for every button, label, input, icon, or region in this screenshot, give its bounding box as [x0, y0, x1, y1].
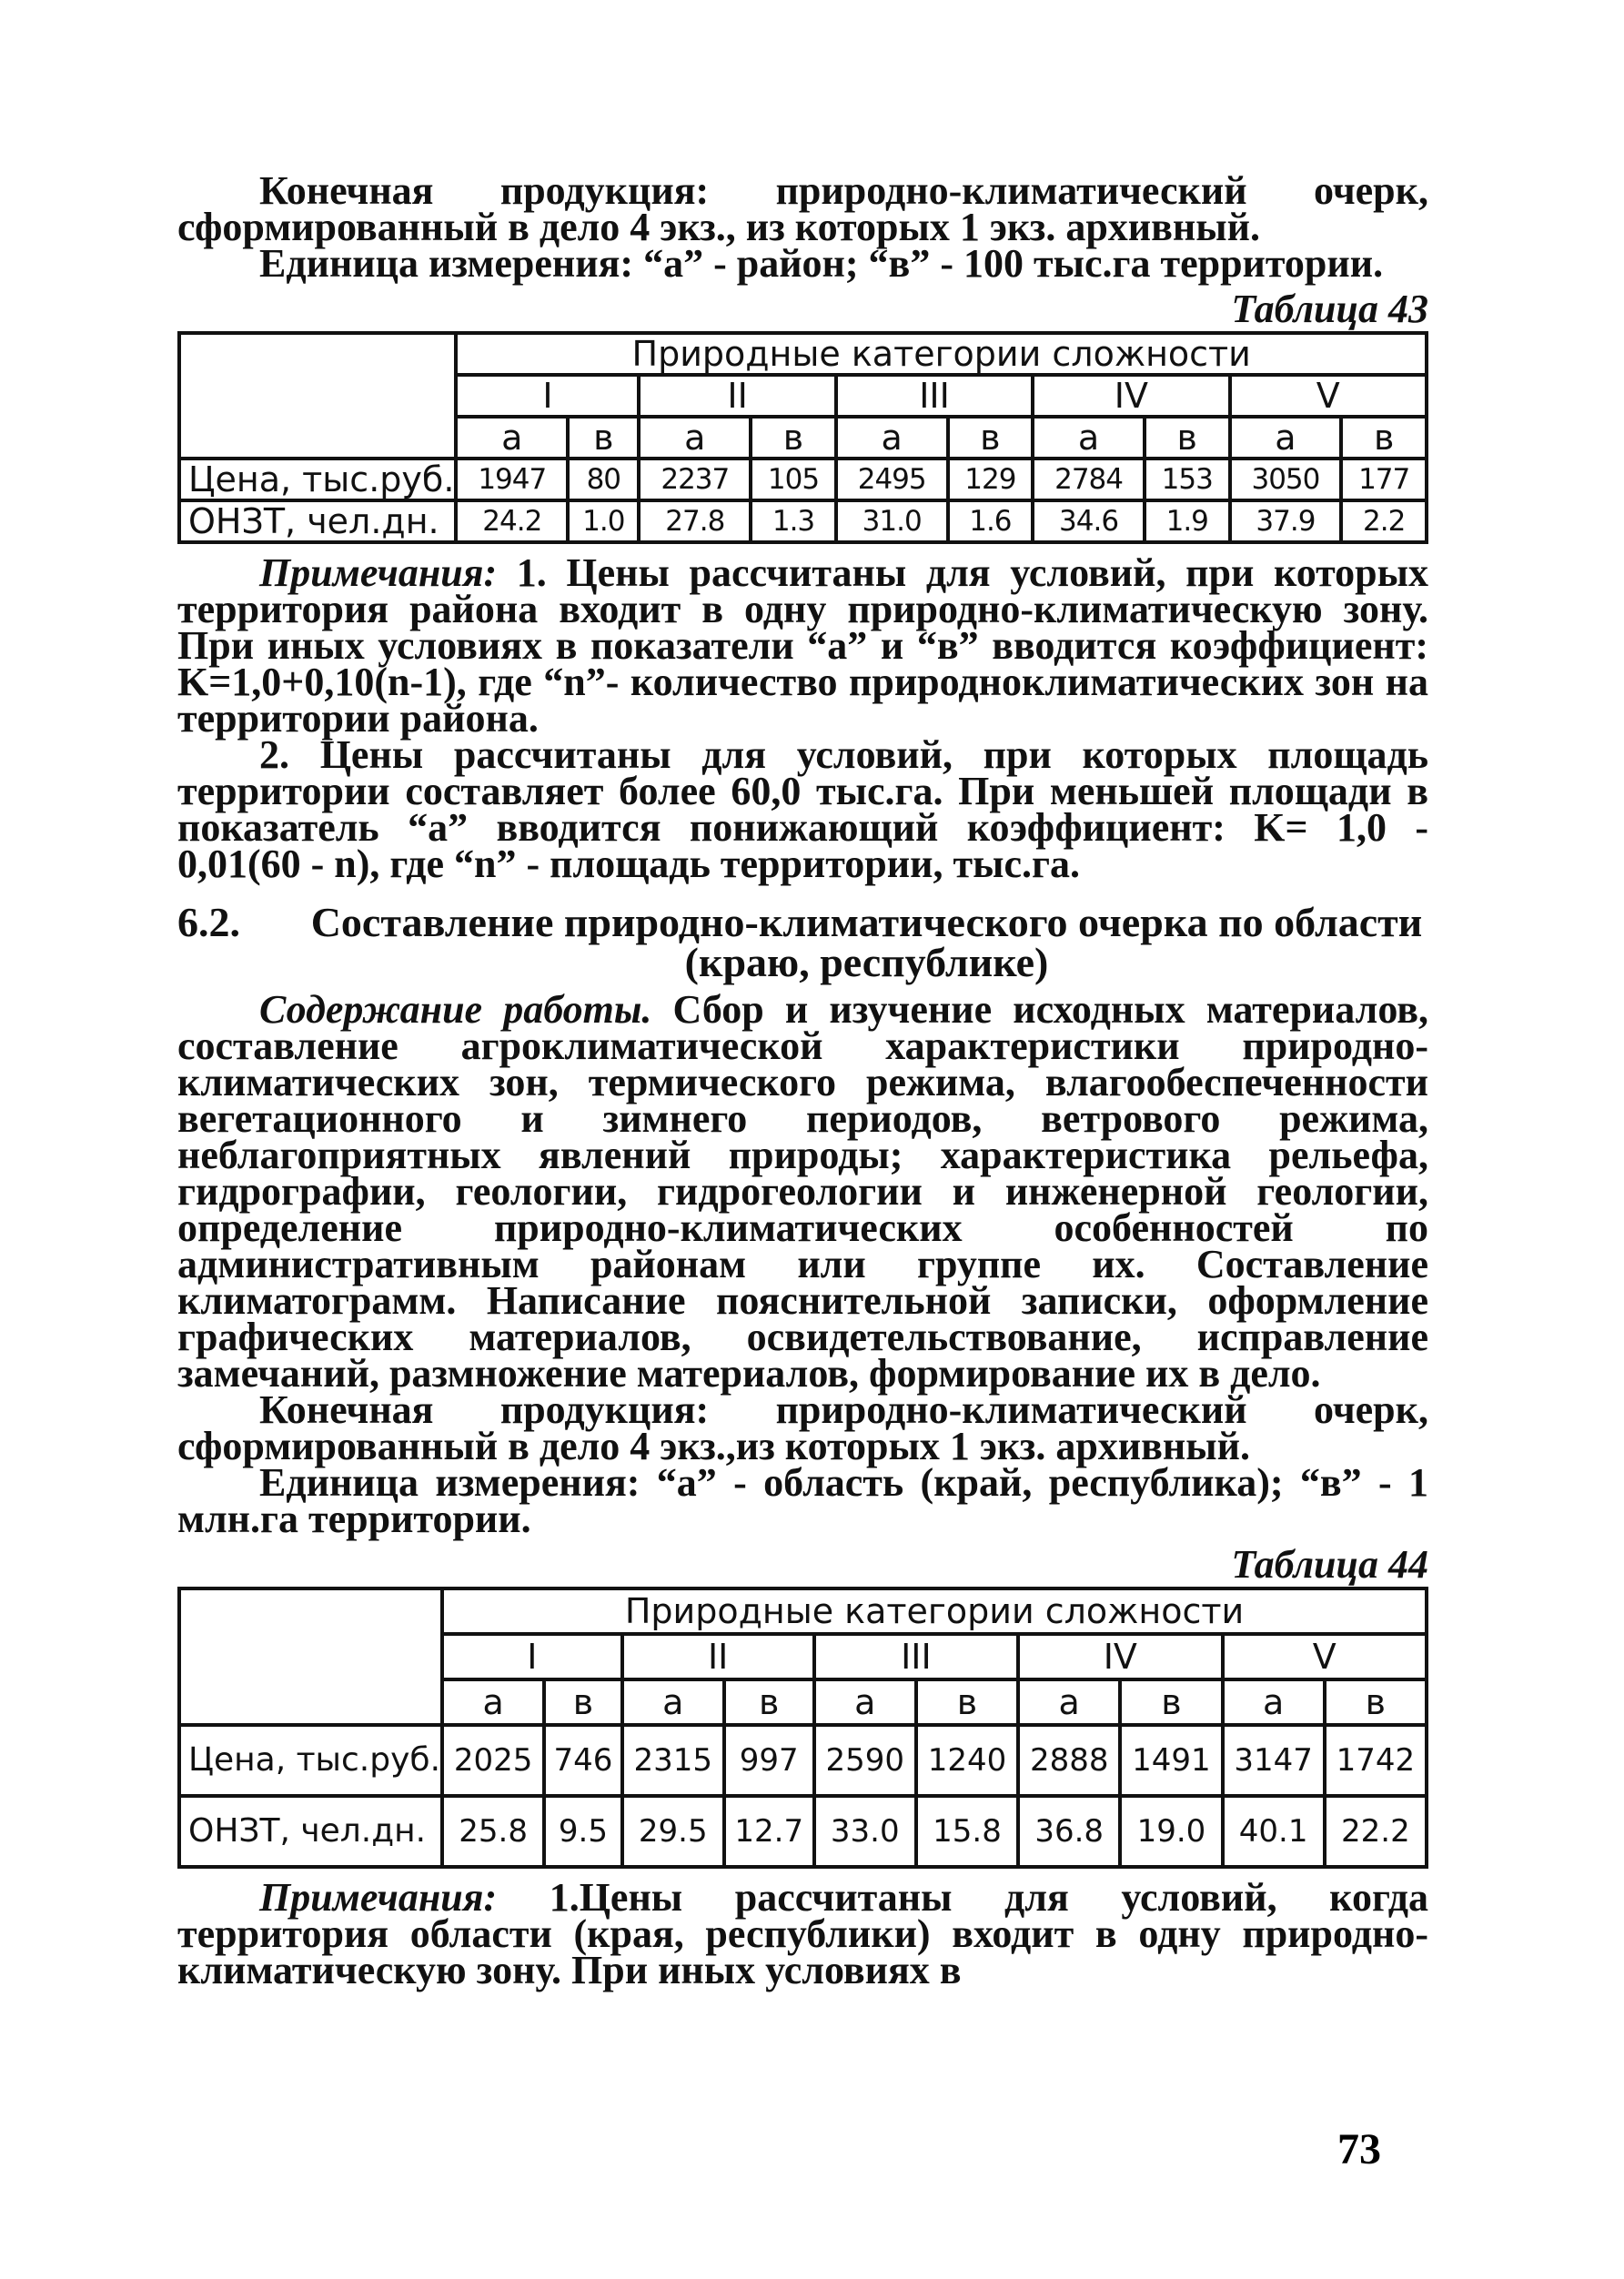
table-cell: 1.6: [948, 500, 1034, 542]
table-cell: 40.1: [1223, 1796, 1325, 1867]
table-43-caption: Таблица 43: [1231, 287, 1428, 331]
category-header: II: [639, 375, 835, 417]
category-header: III: [814, 1634, 1018, 1679]
table-cell: 1742: [1325, 1725, 1427, 1796]
table-corner: [179, 333, 456, 459]
page-body: [177, 168, 1429, 1992]
category-header: IV: [1033, 375, 1229, 417]
section-number: 6.2.: [177, 899, 240, 945]
note-1: 1. Цены рассчитаны для условий, при которых территория района входит в одну природно-климатическую зону. При иных условиях в показатели “а” и “в” вводится коэффициент: K=1,0+0,10(n-1), где “n”- количество природноклиматических зон на территории района.: [177, 550, 1428, 741]
table-cell: 997: [724, 1725, 814, 1796]
subcol-header: а: [622, 1679, 724, 1725]
table-cell: 12.7: [724, 1796, 814, 1867]
table-cell: 2315: [622, 1725, 724, 1796]
table-44: [177, 1587, 1428, 1869]
page-number: 73: [1337, 2125, 1381, 2173]
content-text: Сбор и изучение исходных материалов, составление агроклиматической характеристики природно-климатических зон, термического режима, влагообеспеченности вегетационного и зимнего периодов, ветрового режима, неблагоприятных явлений природы; характеристика рельефа, гидрографии, геологии, гидрогеологии и инженерной геологии, определение природно-климатических особенностей по административным районам или группе их. Составление климатограмм. Написание пояснительной записки, оформление графических материалов, освидетельствование, исправление замечаний, размножение материалов, формирование их в дело.: [177, 987, 1429, 1396]
row-label: Цена, тыс.руб.: [179, 459, 456, 500]
table-cell: 3147: [1223, 1725, 1325, 1796]
subcol-header: в: [1325, 1679, 1427, 1725]
table-cell: 105: [751, 459, 836, 500]
table-cell: 1.0: [568, 500, 639, 542]
table-cell: 1.3: [751, 500, 836, 542]
section-title: Составление природно-климатического очерка по области (краю, республике): [310, 899, 1423, 985]
subcol-header: в: [568, 417, 639, 459]
subcol-header: а: [442, 1679, 544, 1725]
group-header: Природные категории сложности: [442, 1588, 1427, 1634]
table-cell: 2495: [836, 459, 948, 500]
subcol-header: а: [639, 417, 751, 459]
subcol-header: в: [751, 417, 836, 459]
subcol-header: в: [1145, 417, 1230, 459]
content-paragraph: [177, 987, 1429, 1396]
table-cell: 29.5: [622, 1796, 724, 1867]
table-cell: 3050: [1230, 459, 1342, 500]
subcol-header: а: [456, 417, 568, 459]
table-cell: 1491: [1120, 1725, 1222, 1796]
subcol-header: а: [836, 417, 948, 459]
notes-44: [177, 1875, 1428, 1992]
subcol-header: а: [1033, 417, 1145, 459]
table-cell: 37.9: [1230, 500, 1342, 542]
table-cell: 1947: [456, 459, 568, 500]
table-cell: 80: [568, 459, 639, 500]
subcol-header: в: [948, 417, 1034, 459]
notes-43: [177, 550, 1428, 741]
table-cell: 2888: [1018, 1725, 1120, 1796]
notes-label: Примечания:: [259, 550, 498, 595]
subcol-header: а: [1223, 1679, 1325, 1725]
table-cell: 153: [1145, 459, 1230, 500]
table-cell: 2237: [639, 459, 751, 500]
table-43: [177, 331, 1428, 544]
table-cell: 129: [948, 459, 1034, 500]
row-label: ОНЗТ, чел.дн.: [179, 500, 456, 542]
table-row: [179, 459, 1427, 500]
category-header: I: [456, 375, 639, 417]
subcol-header: в: [1341, 417, 1427, 459]
group-header: Природные категории сложности: [456, 333, 1427, 375]
category-header: I: [442, 1634, 622, 1679]
subcol-header: в: [916, 1679, 1018, 1725]
category-header: III: [836, 375, 1033, 417]
section-heading: [177, 899, 1428, 985]
notes-label: Примечания:: [259, 1875, 498, 1920]
category-header: II: [622, 1634, 814, 1679]
content-label: Содержание работы.: [259, 987, 652, 1032]
subcol-header: а: [814, 1679, 916, 1725]
note-2: 2. Цены рассчитаны для условий, при которых площадь территории составляет более 60,0 тыс.га. При меньшей площади в показатель “а” вводится понижающий коэффициент: K= 1,0 - 0,01(60 - n), где “n” - площадь территории, тыс.га.: [177, 732, 1428, 886]
table-cell: 15.8: [916, 1796, 1018, 1867]
table-cell: 746: [544, 1725, 621, 1796]
table-row: [179, 1725, 1427, 1796]
table-cell: 1.9: [1145, 500, 1230, 542]
unit-paragraph-2: Единица измерения: “а” - область (край, республика); “в” - 1 млн.га территории.: [177, 1460, 1428, 1541]
row-label: ОНЗТ, чел.дн.: [179, 1796, 442, 1867]
category-header: V: [1223, 1634, 1427, 1679]
table-cell: 9.5: [544, 1796, 621, 1867]
table-row: [179, 500, 1427, 542]
unit-paragraph: Единица измерения: “а” - район; “в” - 100 тыс.га территории.: [259, 241, 1384, 286]
table-cell: 31.0: [836, 500, 948, 542]
subcol-header: в: [544, 1679, 621, 1725]
table-cell: 2.2: [1341, 500, 1427, 542]
table-cell: 2590: [814, 1725, 916, 1796]
table-cell: 36.8: [1018, 1796, 1120, 1867]
subcol-header: а: [1018, 1679, 1120, 1725]
subcol-header: в: [1120, 1679, 1222, 1725]
category-header: IV: [1018, 1634, 1222, 1679]
table-cell: 34.6: [1033, 500, 1145, 542]
table-44-caption: Таблица 44: [1231, 1542, 1428, 1587]
table-cell: 1240: [916, 1725, 1018, 1796]
table-cell: 24.2: [456, 500, 568, 542]
category-header: V: [1230, 375, 1427, 417]
table-cell: 177: [1341, 459, 1427, 500]
note-1: 1.Цены рассчитаны для условий, когда территория области (края, республики) входит в одну природно-климатическую зону. При иных условиях в: [177, 1875, 1428, 1992]
subcol-header: а: [1230, 417, 1342, 459]
table-cell: 33.0: [814, 1796, 916, 1867]
row-label: Цена, тыс.руб.: [179, 1725, 442, 1796]
table-cell: 25.8: [442, 1796, 544, 1867]
subcol-header: в: [724, 1679, 814, 1725]
table-cell: 22.2: [1325, 1796, 1427, 1867]
table-cell: 27.8: [639, 500, 751, 542]
table-row: [179, 1796, 1427, 1867]
product-paragraph-2: Конечная продукция: природно-климатический очерк, сформированный в дело 4 экз.,из которых 1 экз. архивный.: [177, 1387, 1428, 1468]
table-cell: 19.0: [1120, 1796, 1222, 1867]
table-corner: [179, 1588, 442, 1725]
product-paragraph: Конечная продукция: природно-климатический очерк, сформированный в дело 4 экз., из которых 1 экз. архивный.: [177, 168, 1428, 249]
table-cell: 2025: [442, 1725, 544, 1796]
table-cell: 2784: [1033, 459, 1145, 500]
